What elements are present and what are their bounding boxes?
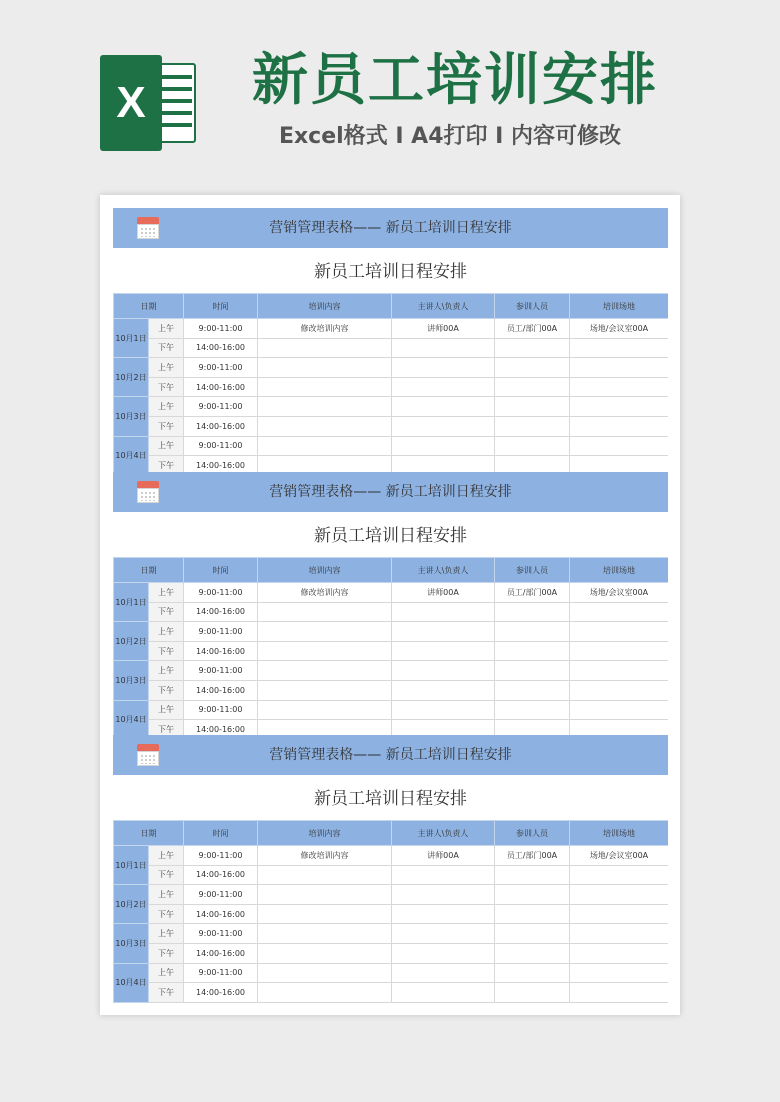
period-cell: 下午 [149, 338, 184, 358]
venue-cell[interactable] [570, 397, 669, 417]
speaker-cell[interactable] [392, 680, 495, 700]
period-cell: 下午 [149, 377, 184, 397]
column-header: 日期 [114, 294, 184, 319]
trainees-cell[interactable] [495, 602, 570, 622]
trainees-cell[interactable] [495, 358, 570, 378]
section-header-title: 营销管理表格—— 新员工培训日程安排 [269, 747, 512, 763]
period-cell: 下午 [149, 416, 184, 436]
speaker-cell[interactable] [392, 865, 495, 885]
time-cell: 9:00-11:00 [184, 583, 258, 603]
content-cell[interactable] [258, 436, 392, 456]
schedule-title: 新员工培训日程安排 [314, 262, 467, 282]
column-header: 时间 [184, 294, 258, 319]
column-header: 培训场地 [570, 821, 669, 846]
period-cell: 上午 [149, 700, 184, 720]
speaker-cell[interactable] [392, 456, 495, 472]
speaker-cell[interactable] [392, 602, 495, 622]
date-cell: 10月4日 [114, 436, 149, 472]
trainees-cell[interactable] [495, 963, 570, 983]
venue-cell[interactable] [570, 377, 669, 397]
period-cell: 上午 [149, 436, 184, 456]
time-cell: 9:00-11:00 [184, 963, 258, 983]
table-header-row [114, 821, 669, 846]
section-header-bar [113, 735, 668, 775]
column-header: 培训内容 [258, 821, 392, 846]
venue-cell[interactable] [570, 924, 669, 944]
table-header-row [114, 558, 669, 583]
time-cell: 14:00-16:00 [184, 680, 258, 700]
content-cell[interactable] [258, 416, 392, 436]
date-cell: 10月4日 [114, 700, 149, 736]
banner-title: 新员工培训安排 [252, 48, 658, 113]
content-cell[interactable] [258, 904, 392, 924]
venue-cell[interactable] [570, 602, 669, 622]
speaker-cell[interactable] [392, 661, 495, 681]
table-row [114, 983, 669, 1003]
table-row [114, 700, 669, 720]
schedule-table-wrap [113, 820, 668, 1005]
schedule-title: 新员工培训日程安排 [314, 526, 467, 546]
content-cell[interactable] [258, 456, 392, 472]
table-row [114, 319, 669, 339]
content-cell[interactable] [258, 622, 392, 642]
column-header: 主讲人\负责人 [392, 294, 495, 319]
venue-cell[interactable] [570, 416, 669, 436]
content-cell[interactable] [258, 338, 392, 358]
table-row [114, 358, 669, 378]
trainees-cell[interactable] [495, 924, 570, 944]
section-header-bar [113, 208, 668, 248]
table-row [114, 720, 669, 736]
venue-cell[interactable]: 场地/会议室00A [570, 319, 669, 339]
content-cell[interactable] [258, 963, 392, 983]
banner-subtitle: Excel格式 I A4打印 I 内容可修改 [278, 124, 622, 149]
table-row [114, 583, 669, 603]
schedule-table [113, 293, 668, 472]
column-header: 参训人员 [495, 558, 570, 583]
table-row [114, 846, 669, 866]
speaker-cell[interactable]: 讲师00A [392, 319, 495, 339]
table-header-row [114, 294, 669, 319]
section-header-title: 营销管理表格—— 新员工培训日程安排 [269, 220, 512, 236]
speaker-cell[interactable] [392, 358, 495, 378]
banner [0, 0, 780, 190]
speaker-cell[interactable] [392, 622, 495, 642]
time-cell: 14:00-16:00 [184, 865, 258, 885]
column-header: 参训人员 [495, 294, 570, 319]
trainees-cell[interactable] [495, 720, 570, 736]
time-cell: 9:00-11:00 [184, 846, 258, 866]
venue-cell[interactable] [570, 885, 669, 905]
speaker-cell[interactable] [392, 397, 495, 417]
time-cell: 9:00-11:00 [184, 319, 258, 339]
speaker-cell[interactable] [392, 641, 495, 661]
trainees-cell[interactable] [495, 436, 570, 456]
schedule-table [113, 820, 668, 1003]
content-cell[interactable] [258, 700, 392, 720]
content-cell[interactable] [258, 885, 392, 905]
content-cell[interactable] [258, 924, 392, 944]
trainees-cell[interactable] [495, 700, 570, 720]
time-cell: 9:00-11:00 [184, 885, 258, 905]
table-row [114, 924, 669, 944]
trainees-cell[interactable] [495, 456, 570, 472]
period-cell: 下午 [149, 641, 184, 661]
table-row [114, 680, 669, 700]
trainees-cell[interactable] [495, 416, 570, 436]
period-cell: 上午 [149, 319, 184, 339]
speaker-cell[interactable] [392, 963, 495, 983]
venue-cell[interactable] [570, 865, 669, 885]
trainees-cell[interactable] [495, 865, 570, 885]
speaker-cell[interactable] [392, 904, 495, 924]
trainees-cell[interactable] [495, 377, 570, 397]
table-row [114, 963, 669, 983]
time-cell: 14:00-16:00 [184, 904, 258, 924]
trainees-cell[interactable] [495, 943, 570, 963]
time-cell: 9:00-11:00 [184, 700, 258, 720]
period-cell: 上午 [149, 358, 184, 378]
venue-cell[interactable] [570, 983, 669, 1003]
table-row [114, 865, 669, 885]
content-cell[interactable] [258, 377, 392, 397]
period-cell: 上午 [149, 846, 184, 866]
table-row [114, 397, 669, 417]
period-cell: 下午 [149, 943, 184, 963]
excel-logo-box [100, 55, 162, 151]
content-cell[interactable] [258, 661, 392, 681]
column-header: 日期 [114, 821, 184, 846]
time-cell: 14:00-16:00 [184, 416, 258, 436]
period-cell: 上午 [149, 963, 184, 983]
time-cell: 14:00-16:00 [184, 602, 258, 622]
schedule-table [113, 557, 668, 736]
venue-cell[interactable] [570, 943, 669, 963]
trainees-cell[interactable]: 员工/部门00A [495, 846, 570, 866]
time-cell: 9:00-11:00 [184, 358, 258, 378]
content-cell[interactable] [258, 720, 392, 736]
time-cell: 9:00-11:00 [184, 397, 258, 417]
speaker-cell[interactable] [392, 377, 495, 397]
trainees-cell[interactable]: 员工/部门00A [495, 583, 570, 603]
venue-cell[interactable] [570, 436, 669, 456]
trainees-cell[interactable]: 员工/部门00A [495, 319, 570, 339]
speaker-cell[interactable] [392, 416, 495, 436]
time-cell: 14:00-16:00 [184, 377, 258, 397]
date-cell: 10月3日 [114, 924, 149, 963]
speaker-cell[interactable] [392, 943, 495, 963]
period-cell: 下午 [149, 983, 184, 1003]
trainees-cell[interactable] [495, 904, 570, 924]
schedule-section [113, 735, 668, 1005]
excel-logo-letter: X [116, 78, 146, 127]
date-cell: 10月2日 [114, 358, 149, 397]
date-cell: 10月1日 [114, 846, 149, 885]
date-cell: 10月3日 [114, 661, 149, 700]
period-cell: 上午 [149, 885, 184, 905]
speaker-cell[interactable]: 讲师00A [392, 583, 495, 603]
trainees-cell[interactable] [495, 661, 570, 681]
speaker-cell[interactable] [392, 720, 495, 736]
column-header: 日期 [114, 558, 184, 583]
time-cell: 14:00-16:00 [184, 983, 258, 1003]
date-cell: 10月2日 [114, 885, 149, 924]
excel-logo-icon [100, 55, 200, 151]
trainees-cell[interactable] [495, 641, 570, 661]
period-cell: 下午 [149, 456, 184, 472]
content-cell[interactable] [258, 358, 392, 378]
speaker-cell[interactable] [392, 700, 495, 720]
content-cell[interactable] [258, 641, 392, 661]
date-cell: 10月4日 [114, 963, 149, 1002]
column-header: 时间 [184, 821, 258, 846]
content-cell[interactable] [258, 397, 392, 417]
date-cell: 10月1日 [114, 583, 149, 622]
table-row [114, 904, 669, 924]
date-cell: 10月1日 [114, 319, 149, 358]
time-cell: 14:00-16:00 [184, 720, 258, 736]
section-header-bar [113, 472, 668, 512]
period-cell: 上午 [149, 622, 184, 642]
venue-cell[interactable] [570, 641, 669, 661]
table-row [114, 885, 669, 905]
content-cell[interactable]: 修改培训内容 [258, 583, 392, 603]
period-cell: 上午 [149, 661, 184, 681]
period-cell: 下午 [149, 720, 184, 736]
time-cell: 9:00-11:00 [184, 436, 258, 456]
venue-cell[interactable] [570, 456, 669, 472]
period-cell: 上午 [149, 924, 184, 944]
speaker-cell[interactable] [392, 338, 495, 358]
period-cell: 下午 [149, 904, 184, 924]
table-row [114, 377, 669, 397]
section-header-title: 营销管理表格—— 新员工培训日程安排 [269, 484, 512, 500]
content-cell[interactable] [258, 983, 392, 1003]
table-row [114, 661, 669, 681]
period-cell: 下午 [149, 602, 184, 622]
content-cell[interactable] [258, 602, 392, 622]
venue-cell[interactable]: 场地/会议室00A [570, 583, 669, 603]
period-cell: 上午 [149, 583, 184, 603]
trainees-cell[interactable] [495, 338, 570, 358]
venue-cell[interactable] [570, 700, 669, 720]
schedule-title: 新员工培训日程安排 [314, 789, 467, 809]
speaker-cell[interactable] [392, 983, 495, 1003]
schedule-table-wrap [113, 557, 668, 736]
column-header: 主讲人\负责人 [392, 558, 495, 583]
content-cell[interactable]: 修改培训内容 [258, 846, 392, 866]
time-cell: 14:00-16:00 [184, 943, 258, 963]
date-cell: 10月2日 [114, 622, 149, 661]
venue-cell[interactable] [570, 904, 669, 924]
table-row [114, 602, 669, 622]
schedule-section [113, 208, 668, 472]
speaker-cell[interactable]: 讲师00A [392, 846, 495, 866]
document-page [100, 195, 680, 1015]
table-row [114, 338, 669, 358]
table-row [114, 436, 669, 456]
content-cell[interactable] [258, 865, 392, 885]
table-row [114, 943, 669, 963]
period-cell: 下午 [149, 680, 184, 700]
trainees-cell[interactable] [495, 397, 570, 417]
column-header: 培训场地 [570, 558, 669, 583]
table-row [114, 456, 669, 472]
column-header: 主讲人\负责人 [392, 821, 495, 846]
venue-cell[interactable]: 场地/会议室00A [570, 846, 669, 866]
venue-cell[interactable] [570, 622, 669, 642]
speaker-cell[interactable] [392, 885, 495, 905]
column-header: 时间 [184, 558, 258, 583]
time-cell: 14:00-16:00 [184, 641, 258, 661]
content-cell[interactable] [258, 680, 392, 700]
schedule-section [113, 472, 668, 736]
venue-cell[interactable] [570, 720, 669, 736]
schedule-table-wrap [113, 293, 668, 472]
column-header: 培训内容 [258, 558, 392, 583]
trainees-cell[interactable] [495, 622, 570, 642]
trainees-cell[interactable] [495, 885, 570, 905]
time-cell: 9:00-11:00 [184, 924, 258, 944]
venue-cell[interactable] [570, 661, 669, 681]
content-cell[interactable]: 修改培训内容 [258, 319, 392, 339]
venue-cell[interactable] [570, 963, 669, 983]
column-header: 培训内容 [258, 294, 392, 319]
time-cell: 9:00-11:00 [184, 661, 258, 681]
speaker-cell[interactable] [392, 924, 495, 944]
date-cell: 10月3日 [114, 397, 149, 436]
trainees-cell[interactable] [495, 680, 570, 700]
time-cell: 14:00-16:00 [184, 338, 258, 358]
column-header: 培训场地 [570, 294, 669, 319]
content-cell[interactable] [258, 943, 392, 963]
venue-cell[interactable] [570, 680, 669, 700]
table-row [114, 641, 669, 661]
period-cell: 下午 [149, 865, 184, 885]
table-row [114, 416, 669, 436]
venue-cell[interactable] [570, 358, 669, 378]
speaker-cell[interactable] [392, 436, 495, 456]
table-row [114, 622, 669, 642]
time-cell: 14:00-16:00 [184, 456, 258, 472]
period-cell: 上午 [149, 397, 184, 417]
trainees-cell[interactable] [495, 983, 570, 1003]
column-header: 参训人员 [495, 821, 570, 846]
venue-cell[interactable] [570, 338, 669, 358]
time-cell: 9:00-11:00 [184, 622, 258, 642]
